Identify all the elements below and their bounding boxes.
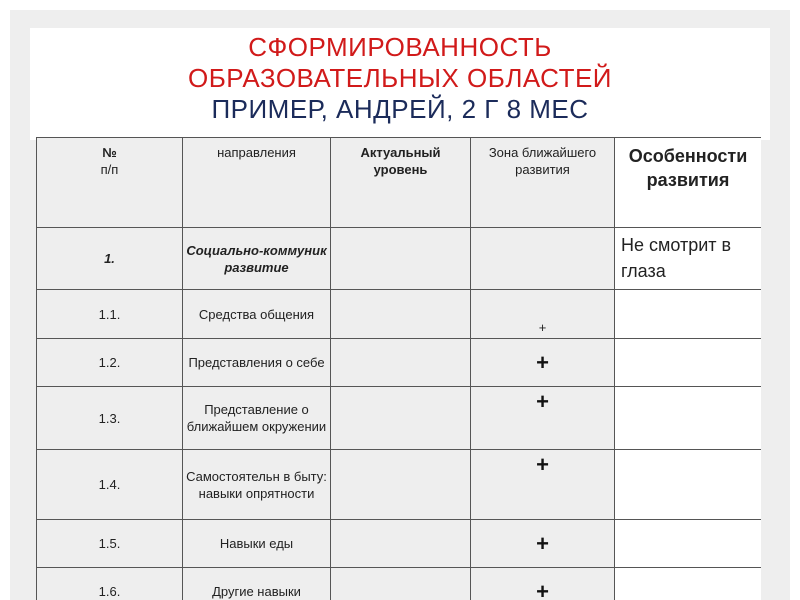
header-features: Особенности развития [615, 138, 762, 228]
row-zone [471, 228, 615, 290]
title-line-3: ПРИМЕР, АНДРЕЙ, 2 Г 8 МЕС [211, 94, 589, 124]
table-row [37, 290, 762, 339]
row-features: Не смотрит в глаза [615, 228, 762, 290]
header-actual-level: Актуальный уровень [331, 138, 471, 228]
row-zone: + [471, 339, 615, 387]
header-number-abbr: п/п [100, 162, 119, 177]
row-zone: + [471, 450, 615, 520]
table-row [37, 450, 762, 520]
header-number-symbol: № [102, 145, 117, 160]
row-features [615, 290, 762, 339]
row-actual [331, 450, 471, 520]
header-zone: Зона ближайшего развития [471, 138, 615, 228]
row-actual [331, 339, 471, 387]
row-zone: + [471, 568, 615, 600]
header-number [37, 138, 183, 228]
development-table [36, 137, 761, 600]
row-direction: Другие навыки [183, 568, 331, 600]
row-direction: Самостоятельн в быту: навыки опрятности [183, 450, 331, 520]
row-actual [331, 520, 471, 568]
row-zone: + [471, 290, 615, 339]
row-direction: Социально-коммуник развитие [183, 228, 331, 290]
title-line-2: ОБРАЗОВАТЕЛЬНЫХ ОБЛАСТЕЙ [187, 63, 612, 93]
row-actual [331, 228, 471, 290]
table-row [37, 520, 762, 568]
table-row [37, 228, 762, 290]
row-number: 1.5. [37, 520, 183, 568]
row-zone: + [471, 387, 615, 450]
row-number: 1. [37, 228, 183, 290]
row-direction: Представления о себе [183, 339, 331, 387]
row-features [615, 450, 762, 520]
table-row [37, 339, 762, 387]
row-features [615, 339, 762, 387]
title-line-1: СФОРМИРОВАННОСТЬ [248, 32, 552, 62]
row-features [615, 568, 762, 600]
row-features [615, 520, 762, 568]
table-row [37, 568, 762, 600]
row-actual [331, 290, 471, 339]
row-number: 1.2. [37, 339, 183, 387]
row-number: 1.3. [37, 387, 183, 450]
table-row [37, 387, 762, 450]
row-actual [331, 387, 471, 450]
row-number: 1.6. [37, 568, 183, 600]
slide-title [30, 28, 770, 140]
row-features [615, 387, 762, 450]
row-number: 1.4. [37, 450, 183, 520]
row-actual [331, 568, 471, 600]
row-direction: Средства общения [183, 290, 331, 339]
row-direction: Представление о ближайшем окружении [183, 387, 331, 450]
header-direction: направления [183, 138, 331, 228]
row-number: 1.1. [37, 290, 183, 339]
row-direction: Навыки еды [183, 520, 331, 568]
development-table-container [36, 137, 761, 600]
row-zone: + [471, 520, 615, 568]
table-header-row [37, 138, 762, 228]
